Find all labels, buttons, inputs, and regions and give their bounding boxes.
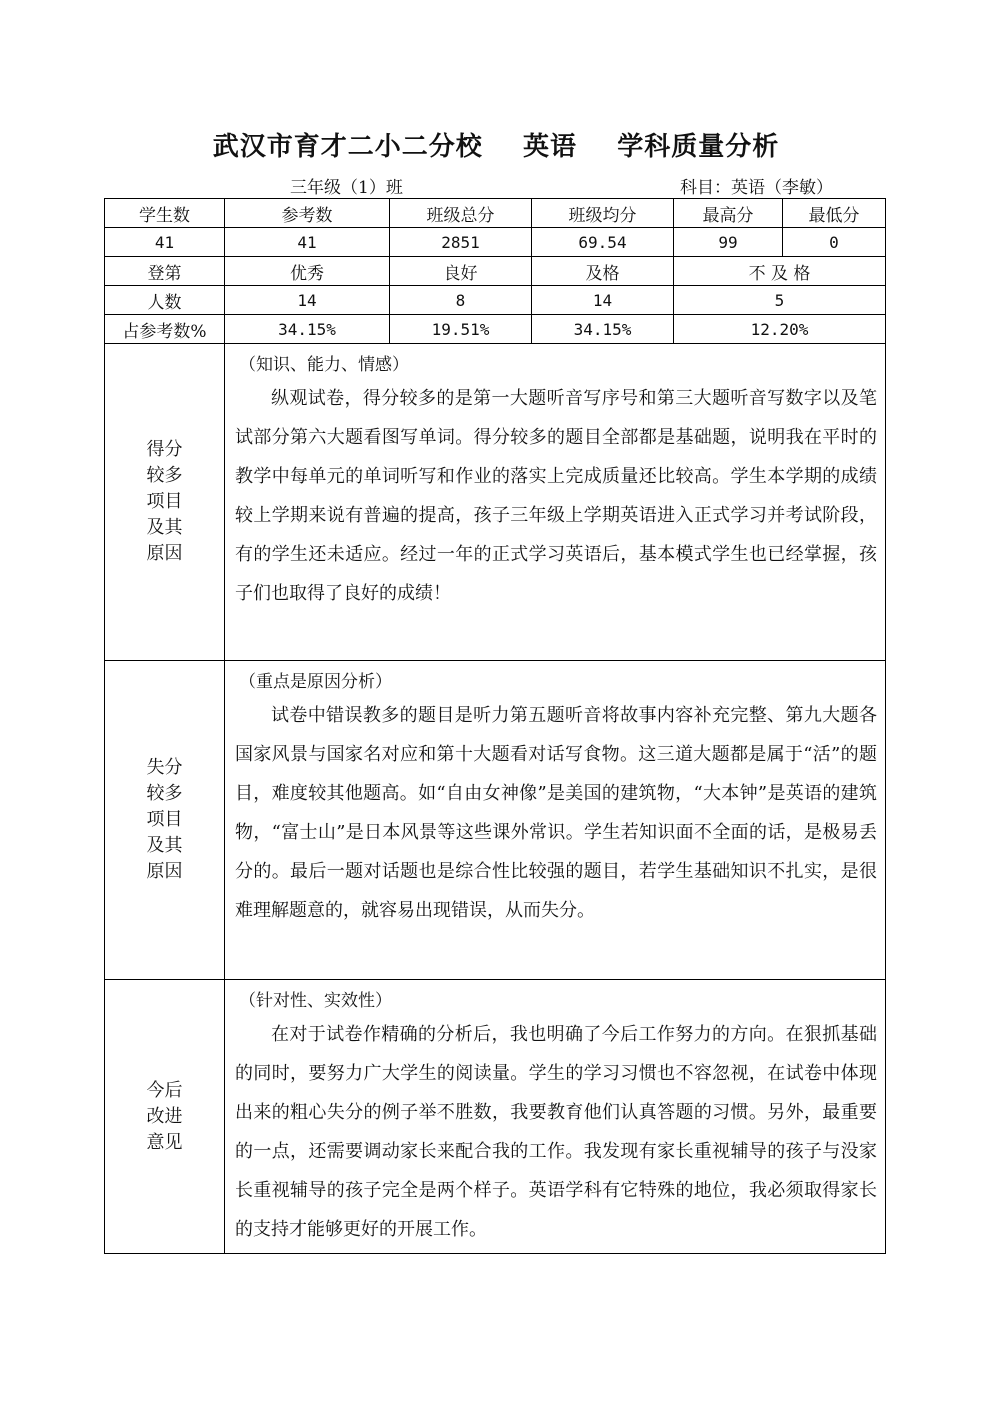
section-label: 今后 改进 意见 <box>146 1079 183 1153</box>
row-label: 登第 <box>105 257 225 286</box>
count-row <box>105 286 886 315</box>
value-cell: 41 <box>225 228 390 257</box>
section-row-losing <box>105 661 886 980</box>
section-heading: （针对性、实效性） <box>239 991 392 1011</box>
count-fail: 5 <box>674 286 886 315</box>
section-label-cell <box>105 344 225 661</box>
value-cell: 69.54 <box>532 228 674 257</box>
section-content <box>225 980 886 1254</box>
header-cell: 最低分 <box>783 199 886 228</box>
grade-good: 良好 <box>390 257 532 286</box>
header-cell: 学生数 <box>105 199 225 228</box>
percent-good: 19.51% <box>390 315 532 344</box>
header-cell: 最高分 <box>674 199 783 228</box>
section-row-scoring <box>105 344 886 661</box>
stats-value-row <box>105 228 886 257</box>
subject-label: 科目：英语（李敏） <box>680 178 833 198</box>
count-pass: 14 <box>532 286 674 315</box>
row-label: 人数 <box>105 286 225 315</box>
count-excellent: 14 <box>225 286 390 315</box>
section-label: 失分 较多 项目 及其 原因 <box>146 757 183 882</box>
section-heading: （重点是原因分析） <box>239 672 392 692</box>
header-cell: 参考数 <box>225 199 390 228</box>
grade-pass: 及格 <box>532 257 674 286</box>
value-cell: 99 <box>674 228 783 257</box>
section-label-cell <box>105 980 225 1254</box>
section-text: 试卷中错误教多的题目是听力第五题听音将故事内容补充完整、第九大题各国家风景与国家名对应和第十大题看对话写食物。这三道大题都是属于“活”的题目，难度较其他题高。如“自由女神像”是美国的建筑物，“大本钟”是英语的建筑物，“富士山”是日本风景等这些课外常识。学生若知识面不全面的话，是极易丢分的。最后一题对话题也是综合性比较强的题目，若学生基础知识不扎实，是很难理解题意的，就容易出现错误，从而失分。 <box>235 705 877 921</box>
percent-pass: 34.15% <box>532 315 674 344</box>
section-heading: （知识、能力、情感） <box>239 355 409 375</box>
grade-excellent: 优秀 <box>225 257 390 286</box>
class-label: 三年级（1）班 <box>290 178 403 198</box>
value-cell: 0 <box>783 228 886 257</box>
section-text: 在对于试卷作精确的分析后，我也明确了今后工作努力的方向。在狠抓基础的同时，要努力广大学生的阅读量。学生的学习习惯也不容忽视，在试卷中体现出来的粗心失分的例子举不胜数，我要教育他们认真答题的习惯。另外，最重要的一点，还需要调动家长来配合我的工作。我发现有家长重视辅导的孩子与没家长重视辅导的孩子完全是两个样子。英语学科有它特殊的地位，我必须取得家长的支持才能够更好的开展工作。 <box>235 1024 877 1240</box>
percent-row <box>105 315 886 344</box>
analysis-table <box>104 198 886 1254</box>
section-label: 得分 较多 项目 及其 原因 <box>146 439 183 564</box>
row-label: 占参考数% <box>105 315 225 344</box>
page-title: 武汉市育才二小二分校 英语 学科质量分析 <box>212 132 780 162</box>
grade-fail: 不 及 格 <box>674 257 886 286</box>
header-cell: 班级总分 <box>390 199 532 228</box>
percent-excellent: 34.15% <box>225 315 390 344</box>
percent-fail: 12.20% <box>674 315 886 344</box>
grade-row <box>105 257 886 286</box>
count-good: 8 <box>390 286 532 315</box>
section-content <box>225 344 886 661</box>
section-content <box>225 661 886 980</box>
header-cell: 班级均分 <box>532 199 674 228</box>
section-row-improve <box>105 980 886 1254</box>
stats-header-row <box>105 199 886 228</box>
value-cell: 41 <box>105 228 225 257</box>
section-label-cell <box>105 661 225 980</box>
value-cell: 2851 <box>390 228 532 257</box>
section-text: 纵观试卷，得分较多的是第一大题听音写序号和第三大题听音写数字以及笔试部分第六大题看图写单词。得分较多的题目全部都是基础题，说明我在平时的教学中每单元的单词听写和作业的落实上完成质量还比较高。学生本学期的成绩较上学期来说有普遍的提高，孩子三年级上学期英语进入正式学习并考试阶段，有的学生还未适应。经过一年的正式学习英语后，基本模式学生也已经掌握，孩子们也取得了良好的成绩！ <box>235 388 877 604</box>
